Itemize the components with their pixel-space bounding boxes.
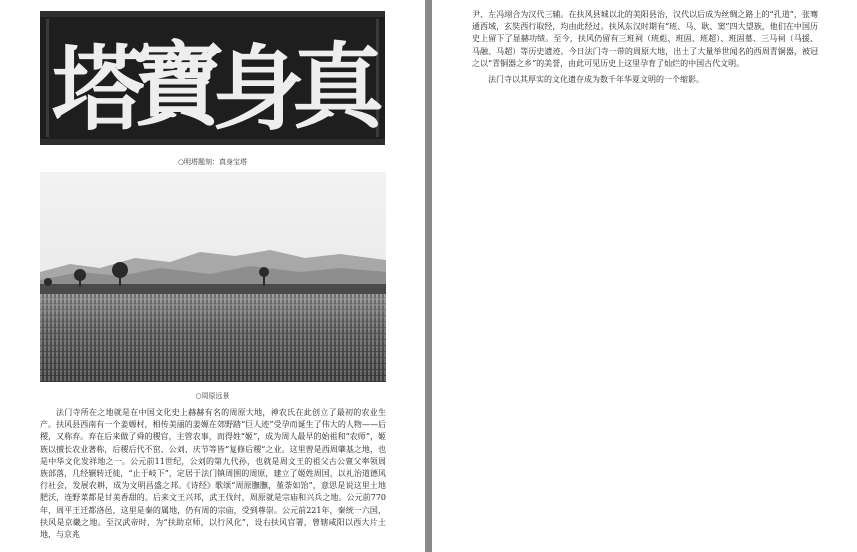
caption-plaque: ○明塔题刻：真身宝塔 bbox=[177, 158, 248, 166]
left-paragraph: 法门寺所在之地就是在中国文化史上赫赫有名的周原大地，神农氏在此创立了最初的农业生产。扶风县西南有一个姜嫄村，相传美丽的姜嫄在郊野踏“巨人迹”受孕而诞生了伟大的人物——后稷，又称弃。弃在后来做了舜的稷官，主管农事，而得姓“姬”，成为周人最早的始祖和“农师”，姬族以擅长农业著称，后稷后代不窋、公刘、庆节等皆“复修后稷”之业。这里曾是西周肇基之地，也是中华文化发祥地之一。公元前11世纪，公刘的第九代孙，也就是周文王的祖父古公亶父率领周族部落，几经辗转迁徙，“止于岐下”，定居于法门镇周围的周原，建立了姬姓周国，以礼治道德风行社会，发展农耕，成为文明昌盛之邦。《诗经》歌颂“周原膴膴，堇荼如饴”，意思是说这里土地肥沃，连野菜都是甘美香甜的。后来文王兴邦，武王伐纣，周原就是宗庙和兴兵之地。公元前770年，周平王迁都洛邑，这里是秦的属地，仍有周的宗庙，受到尊崇。公元前221年，秦统一六国，扶风是京畿之地。至汉武帝时，为“扶助京师，以行风化”，设右扶风官署，曾辖咸阳以西大片土地，与京兆 bbox=[40, 408, 386, 540]
plaque-image bbox=[40, 11, 385, 145]
left-page bbox=[0, 0, 425, 552]
caption-landscape: ○周原远景 bbox=[195, 392, 230, 400]
plaque-char-4: 真 bbox=[292, 33, 385, 141]
right-body-text bbox=[472, 9, 818, 86]
field-landscape-image bbox=[40, 172, 386, 382]
page-divider bbox=[425, 0, 432, 552]
right-paragraph-1: 尹、左冯翊合为汉代三辅。在扶风县城以北的美阳县治，汉代以后成为丝绸之路上的“孔道”，张骞通西域，玄奘西行取经，均由此经过。扶风东汉时期有“班、马、耿、窦”四大望族，他们在中国历史上留下了显赫功绩。至今，扶风仍留有三班祠（班彪、班固、班超）、班固墓、三马祠（马援、马融、马超）等历史遗迹。今日法门寺一带的周原大地，出土了大量举世闻名的西周青铜器，被冠之以“青铜器之乡”的美誉，由此可见历史上这里孕育了灿烂的中国古代文明。 bbox=[472, 10, 818, 68]
right-page bbox=[432, 0, 857, 552]
plaque-rubbing bbox=[40, 11, 385, 145]
plaque-char-1: 塔 bbox=[52, 35, 145, 143]
left-body-text bbox=[40, 407, 386, 541]
plaque-char-3: 身 bbox=[212, 35, 305, 143]
plaque-char-2: 寶 bbox=[132, 31, 225, 139]
right-paragraph-2: 法门寺以其厚实的文化遗存成为数千年华夏文明的一个缩影。 bbox=[488, 75, 704, 85]
landscape-photo bbox=[40, 172, 386, 382]
